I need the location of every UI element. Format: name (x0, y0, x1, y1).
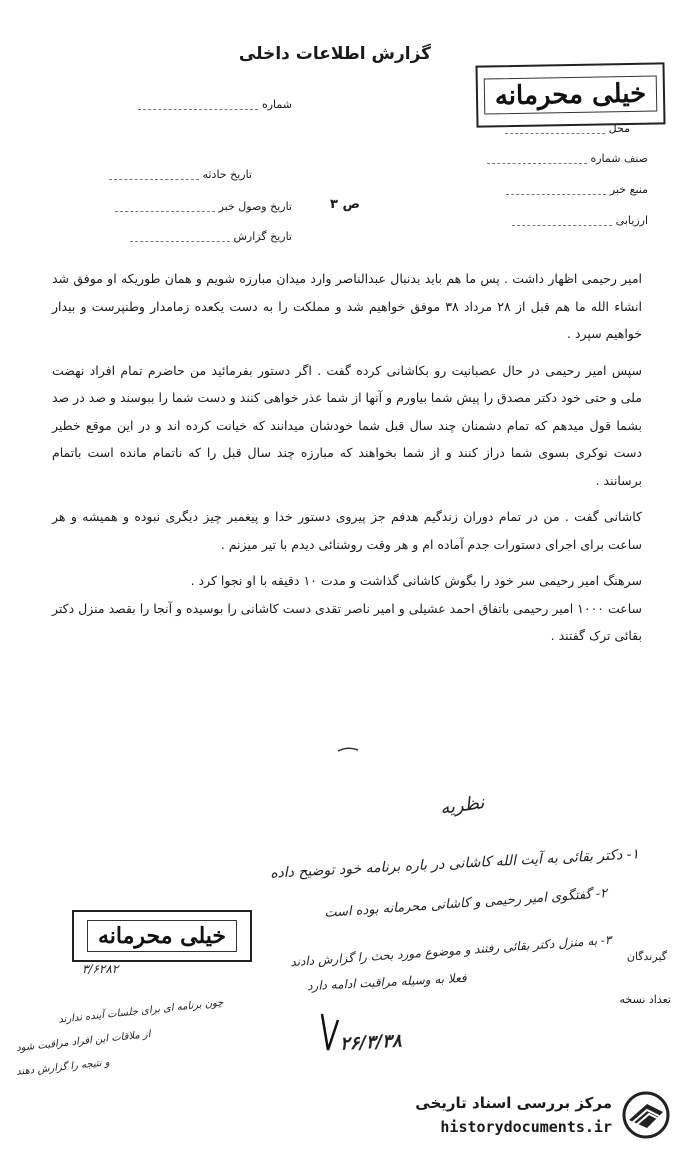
handwritten-line-2: ۲- گفتگوی امیر رحیمی و کاشانی محرمانه بوده است (323, 886, 608, 921)
classification-stamp-top-text: خیلی محرمانه (484, 75, 658, 114)
incident-date-line (109, 171, 199, 180)
received-date-line (115, 203, 215, 212)
received-date-field (92, 200, 292, 213)
place-line (505, 125, 605, 134)
incident-date-field (92, 168, 252, 181)
category-line (487, 155, 587, 164)
source-field (480, 183, 648, 196)
report-title: گزارش اطلاعات داخلی (238, 44, 432, 64)
paragraph-4: سرهنگ امیر رحیمی سر خود را بگوش کاشانی گذاشت و مدت ۱۰ دقیقه با او نجوا کرد . (190, 573, 642, 588)
report-date-label: تاریخ گزارش (233, 230, 292, 243)
evaluation-field (480, 214, 648, 227)
margin-note-3: و نتیجه را گزارش دهند (15, 1057, 111, 1078)
separator-mark (336, 745, 360, 755)
signature-stroke (318, 1008, 348, 1058)
report-date-line (130, 233, 230, 242)
paragraph-5: ساعت ۱۰۰۰ امیر رحیمی باتفاق احمد عشیلی و امیر ناصر تقدی دست کاشانی را بوسیده و آنجا را بقصد منزل دکتر بقائی ترک گفتند . (52, 600, 642, 643)
evaluation-line (512, 217, 612, 226)
classification-stamp-top (475, 62, 665, 127)
evaluation-label: ارزیابی (615, 214, 648, 227)
margin-note-1: چون برنامه ای برای جلسات آینده ندارند (57, 997, 224, 1026)
archive-url[interactable]: historydocuments.ir (440, 1118, 612, 1136)
source-label: منبع خبر (609, 183, 648, 196)
archive-org-name: مرکز بررسی اسناد تاریخی (415, 1094, 612, 1112)
margin-note-2: از ملاقات این افراد مراقبت شود (15, 1028, 152, 1055)
number-label: شماره (261, 98, 292, 111)
paragraph-3: کاشانی گفت . من در تمام دوران زندگیم هدفم جز پیروی دستور خدا و پیغمبر چیز دیگری نبوده و همیشه و هر ساعت برای اجرای دستورات جدم آماده ام و هر وقت روشنائی دیدم با تیر میزنم . (52, 509, 642, 552)
page-number: ص ۳ (330, 197, 360, 212)
place-label: محل (608, 122, 630, 135)
classification-stamp-bottom (72, 910, 252, 962)
place-field (480, 122, 630, 135)
number-line (138, 101, 258, 110)
category-field (480, 152, 648, 165)
incident-date-label: تاریخ حادثه (202, 168, 252, 181)
paragraph-1: امیر رحیمی اظهار داشت . پس ما هم باید بدنبال عبدالناصر وارد میدان مبارزه شویم و همان طوریکه او موفق شد انشاء الله ما هم قبل از ۲۸ مرداد ۳۸ موفق خواهیم شد و مملکت را به دست یکعده زمامدار وطنپرست و بیدار خواهیم سپرد . (52, 271, 642, 341)
received-date-label: تاریخ وصول خبر (218, 200, 292, 213)
handwritten-line-3: ۳- به منزل دکتر بقائی رفتند و موضوع مورد بحث را گزارش دادند (290, 932, 613, 970)
category-label: صنف شماره (590, 152, 648, 165)
recipients-label: گیرندگان (626, 950, 667, 963)
archive-book-icon (617, 1090, 675, 1140)
report-date-field (92, 230, 292, 243)
date-scrawl: ۲۶/۳/۳۸ (339, 1030, 403, 1055)
handwritten-line-4: فعلا به وسیله مراقبت ادامه دارد (307, 970, 468, 994)
handwritten-line-1: ۱- دکتر بقائی به آیت الله کاشانی در باره برنامه خود توضیح داده (269, 846, 640, 882)
handwritten-heading: نظریه (438, 792, 486, 819)
classification-stamp-bottom-text: خیلی محرمانه (87, 920, 237, 952)
copies-label: تعداد نسخه (619, 993, 671, 1006)
number-field (92, 98, 292, 111)
source-line (506, 186, 606, 195)
report-body (52, 265, 642, 650)
stamp-bottom-number: ۳/۶۲۸۲ (82, 962, 119, 976)
paragraph-2: سپس امیر رحیمی در حال عصبانیت رو بکاشانی کرده گفت . اگر دستور بفرمائید من حاضرم تمام افراد نهضت ملی و حتی خود دکتر مصدق را پیش شما بیاورم و آنها از شما عذر خواهی کنند و دست شما را ببوسند و صد در صد بشما قول میدهم که تمام دشمنان چند سال قبل شما خودشان میدانند که خیانت کرده اند و در این موقع خطیر دست نوکری بسوی شما دراز کنند و از شما بخواهند که مبارزه چند سال قبل را که ناتمام مانده است باتمام برسانند . (52, 362, 642, 488)
